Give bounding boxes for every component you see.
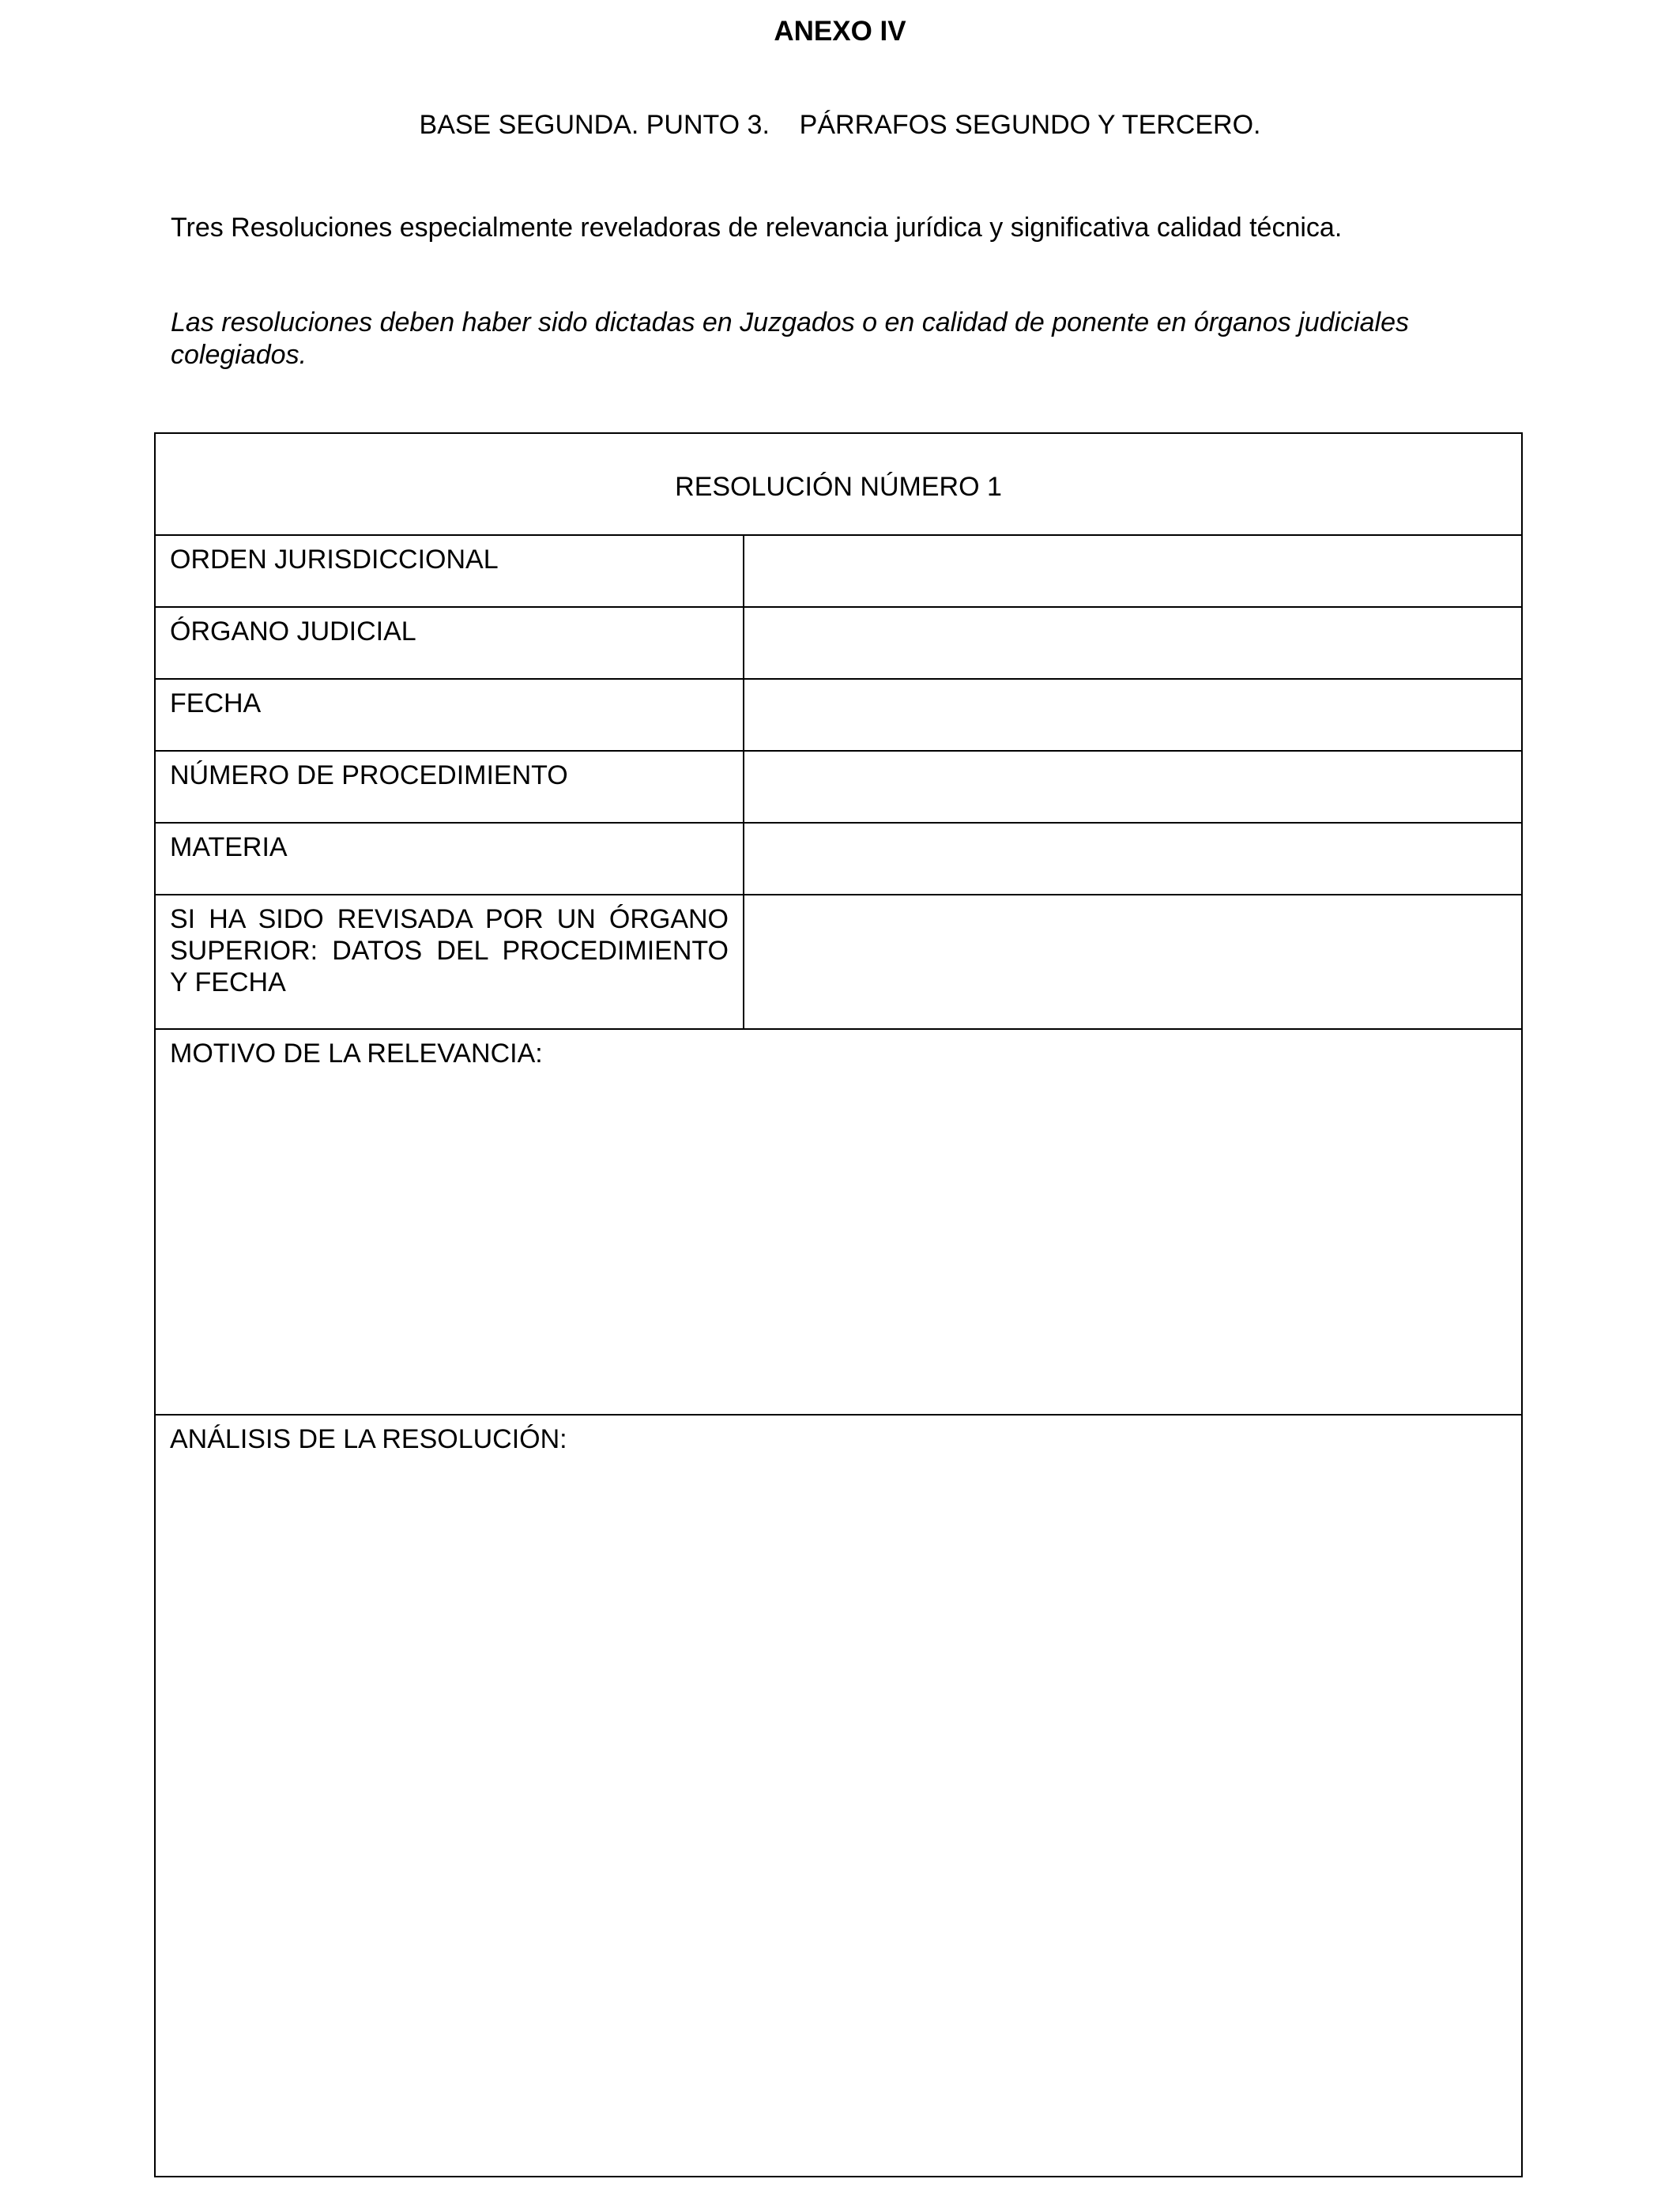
fecha-label: FECHA (155, 679, 744, 751)
fecha-field[interactable] (744, 679, 1522, 751)
form-row-fecha (155, 679, 1522, 751)
organo-judicial-field[interactable] (744, 607, 1522, 679)
motivo-relevancia-label: MOTIVO DE LA RELEVANCIA: (170, 1039, 543, 1069)
resolution-form-table (154, 432, 1523, 2177)
orden-jurisdiccional-label: ORDEN JURISDICCIONAL (155, 535, 744, 607)
form-row-orden (155, 535, 1522, 607)
form-row-numero (155, 751, 1522, 823)
analisis-resolucion-label: ANÁLISIS DE LA RESOLUCIÓN: (170, 1424, 567, 1454)
revisada-label: SI HA SIDO REVISADA POR UN ÓRGANO SUPERIOR: DATOS DEL PROCEDIMIENTO Y FECHA (155, 895, 744, 1029)
form-header-row (155, 433, 1522, 535)
form-row-motivo (155, 1029, 1522, 1415)
note-paragraph: Las resoluciones deben haber sido dictadas en Juzgados o en calidad de ponente en órganos judiciales colegiados. (171, 307, 1410, 370)
numero-procedimiento-field[interactable] (744, 751, 1522, 823)
analisis-resolucion-field[interactable] (155, 1415, 1522, 2177)
materia-field[interactable] (744, 823, 1522, 895)
form-row-materia (155, 823, 1522, 895)
numero-procedimiento-label: NÚMERO DE PROCEDIMIENTO (155, 751, 744, 823)
revisada-field[interactable] (744, 895, 1522, 1029)
form-row-analisis (155, 1415, 1522, 2177)
form-header-text: RESOLUCIÓN NÚMERO 1 (675, 471, 1002, 502)
document-title: ANEXO IV (774, 16, 906, 47)
form-row-organo (155, 607, 1522, 679)
form-header (155, 433, 1522, 535)
organo-judicial-label: ÓRGANO JUDICIAL (155, 607, 744, 679)
materia-label: MATERIA (155, 823, 744, 895)
intro-paragraph: Tres Resoluciones especialmente reveladoras de relevancia jurídica y significativa calidad técnica. (171, 213, 1343, 243)
motivo-relevancia-field[interactable] (155, 1029, 1522, 1415)
orden-jurisdiccional-field[interactable] (744, 535, 1522, 607)
form-row-revisada (155, 895, 1522, 1029)
document-subtitle: BASE SEGUNDA. PUNTO 3. PÁRRAFOS SEGUNDO Y TERCERO. (419, 110, 1261, 140)
